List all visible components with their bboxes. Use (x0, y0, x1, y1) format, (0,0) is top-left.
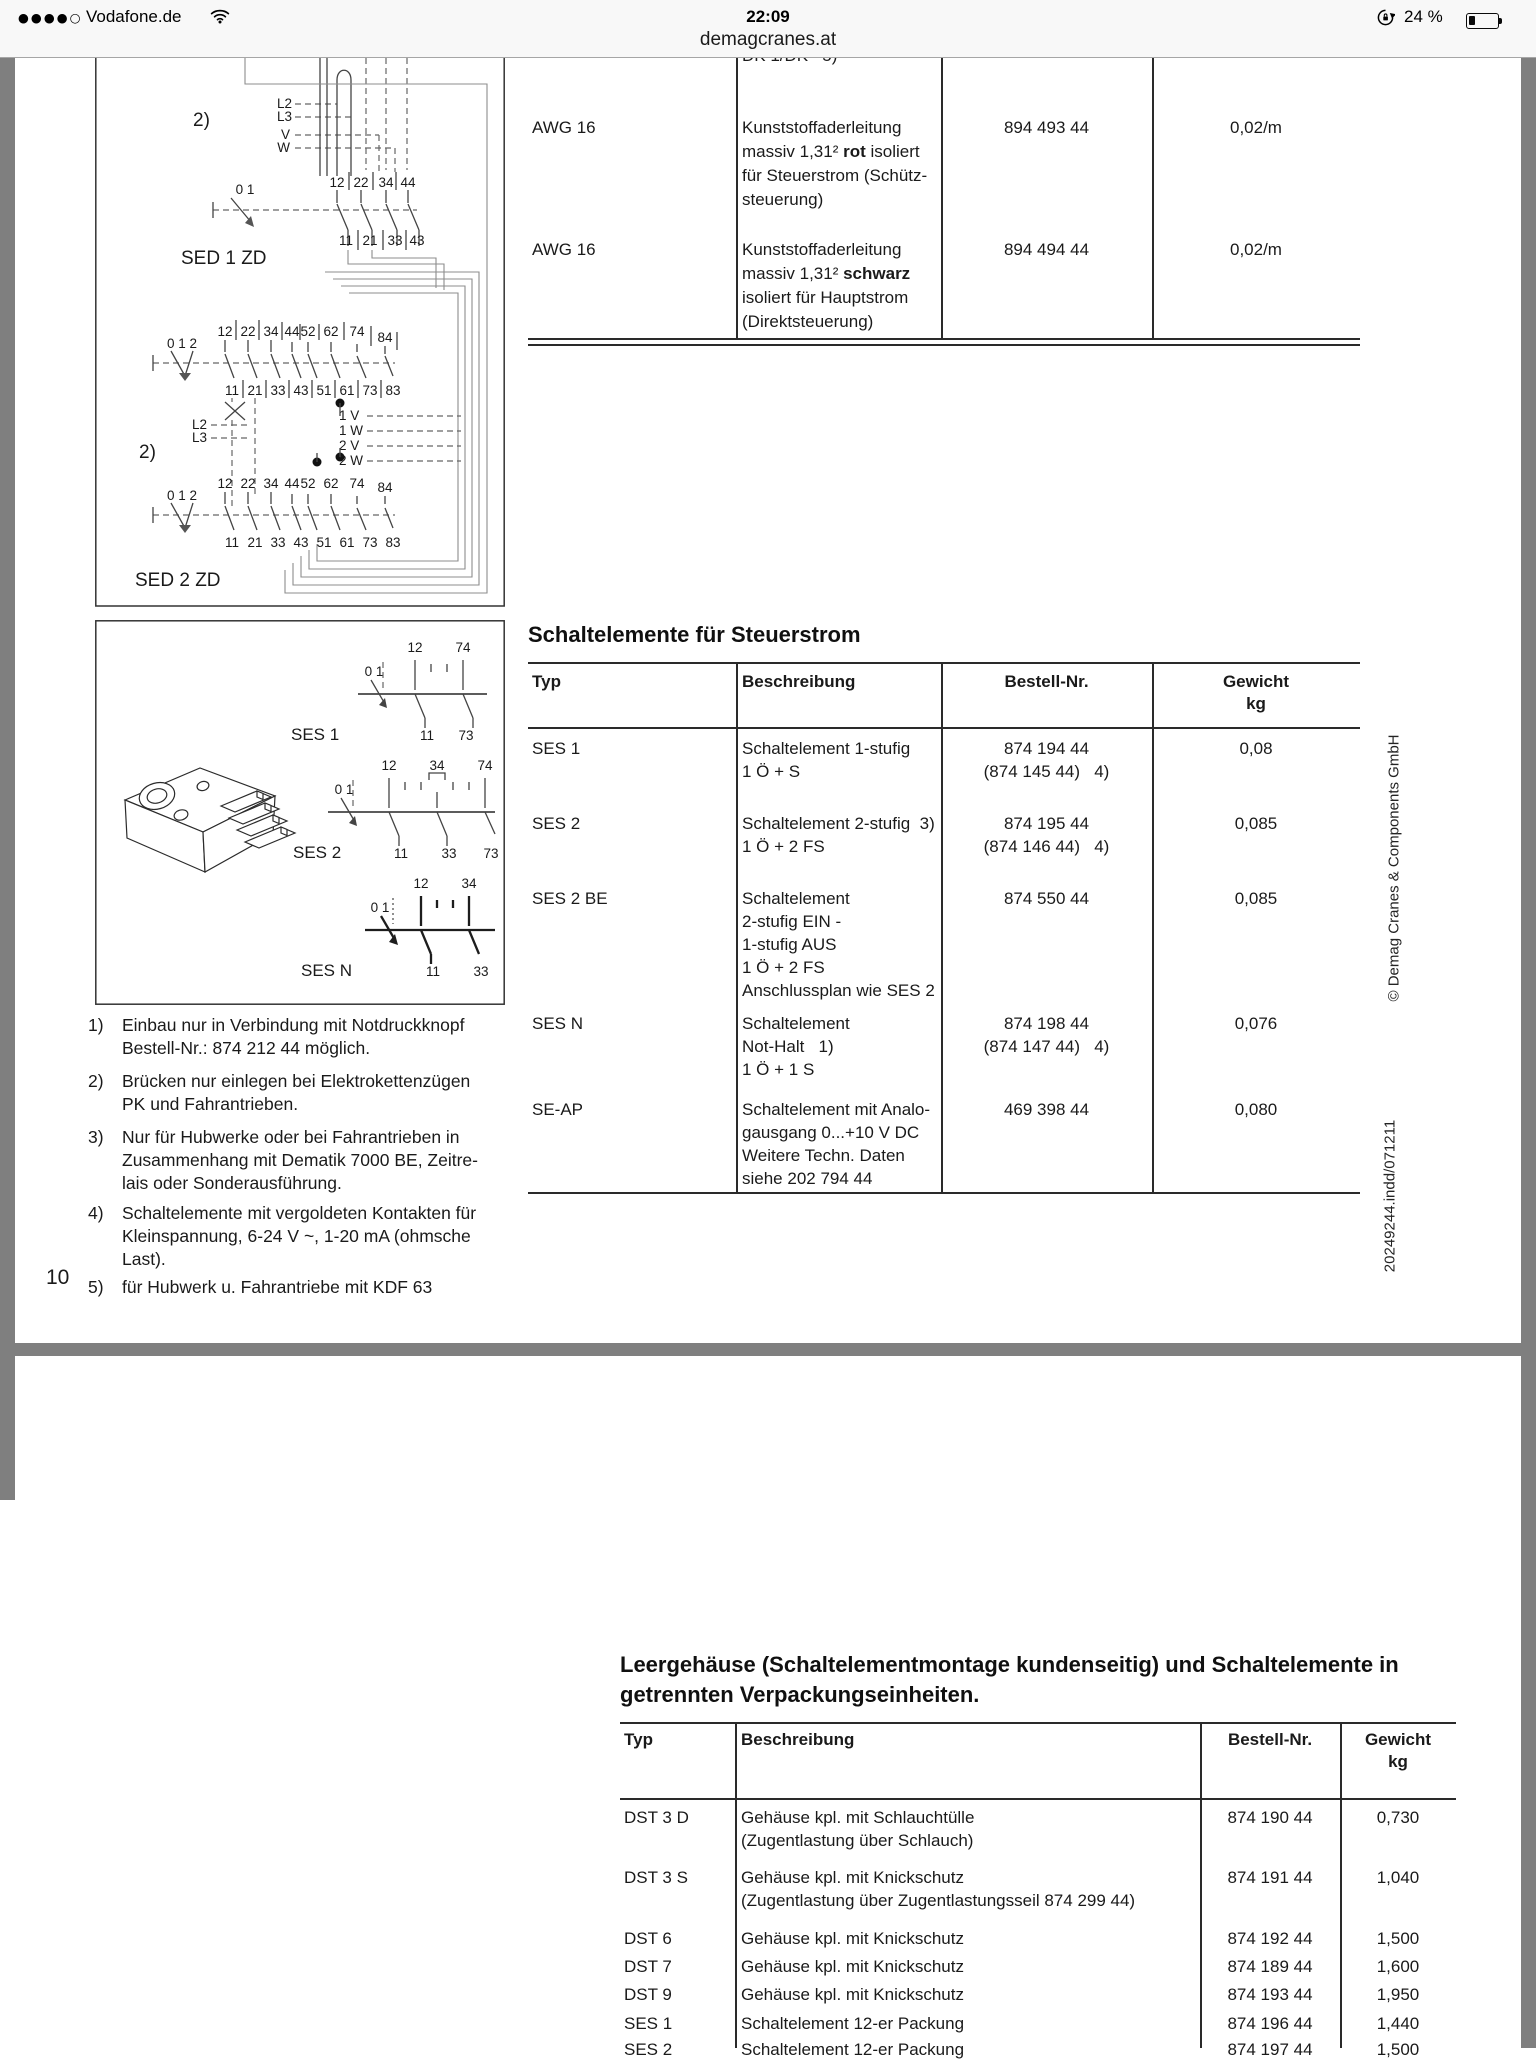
svg-text:51: 51 (316, 383, 332, 398)
svg-text:44: 44 (284, 476, 300, 491)
svg-text:1 W: 1 W (339, 423, 364, 438)
gewicht: 0,730 (1376, 1808, 1420, 1827)
page-number: 10 (46, 1266, 70, 1289)
svg-text:0 1: 0 1 (334, 782, 354, 797)
carrier-label: Vodafone.de (86, 7, 182, 26)
desc-line: 1 Ö + 1 S (742, 1060, 815, 1079)
desc-line: für Steuerstrom (Schütz- (742, 166, 928, 185)
footnote-line: Nur für Hubwerke oder bei Fahrantrieben in (122, 1127, 460, 1147)
svg-text:11: 11 (224, 383, 240, 398)
svg-text:51: 51 (316, 535, 332, 550)
gewicht: 1,500 (1376, 1929, 1420, 1948)
desc-line: massiv 1,31² schwarz (742, 264, 911, 283)
browser-chrome (0, 0, 1536, 58)
gewicht: 0,085 (1234, 889, 1278, 908)
footnote-line: Schaltelemente mit vergoldeten Kontakten für (122, 1203, 477, 1223)
svg-text:44: 44 (284, 324, 300, 339)
row-typ: SES 2 (532, 814, 581, 833)
gewicht: 1,040 (1376, 1868, 1420, 1887)
svg-text:SED 1 ZD: SED 1 ZD (181, 248, 267, 269)
svg-text:52: 52 (300, 476, 316, 491)
svg-text:21: 21 (247, 535, 263, 550)
sesn-diagram (301, 876, 495, 980)
desc-line: Schaltelement (742, 889, 850, 908)
header-rule (528, 727, 1360, 729)
footnote-line: PK und Fahrantrieben. (122, 1094, 299, 1114)
svg-text:83: 83 (385, 383, 401, 398)
bestell-nr: 874 198 44 (1003, 1014, 1090, 1033)
desc-line: (Zugentlastung über Zugentlastungsseil 874 299 44) (741, 1891, 1136, 1910)
table-column-divider (736, 662, 738, 1194)
svg-text:61: 61 (339, 383, 355, 398)
ses1-diagram (291, 640, 487, 744)
footnote-number: 3) (88, 1127, 104, 1147)
ses2-diagram (293, 758, 499, 862)
table-column-divider (735, 1722, 737, 2048)
svg-text:L2: L2 (276, 96, 292, 111)
wifi-icon (210, 8, 230, 24)
svg-text:0 1: 0 1 (235, 182, 255, 197)
desc-line: 1 Ö + 2 FS (742, 958, 825, 977)
footnote-line: Brücken nur einlegen bei Elektrokettenzügen (122, 1071, 471, 1091)
bestell-nr: 874 194 44 (1003, 739, 1090, 758)
page2-title-line2: getrennten Verpackungseinheiten. (620, 1682, 980, 1707)
clock: 22:09 (746, 7, 790, 26)
col-header-gewicht: Gewicht (1222, 672, 1290, 691)
desc-line: 1 Ö + 2 FS (742, 837, 825, 856)
gewicht: 1,500 (1376, 2040, 1420, 2059)
signal-strength-dots: ●●●●○ (18, 10, 83, 25)
row-typ: AWG 16 (532, 240, 596, 259)
svg-text:84: 84 (377, 480, 393, 495)
svg-text:L3: L3 (276, 109, 292, 124)
bestell-nr: 874 191 44 (1227, 1868, 1313, 1887)
svg-text:SES 2: SES 2 (293, 843, 342, 862)
bestell-nr: 874 197 44 (1227, 2040, 1313, 2059)
row-typ: SES 2 (624, 2040, 673, 2059)
svg-text:73: 73 (362, 535, 378, 550)
col-header-typ: Typ (624, 1730, 653, 1749)
svg-text:34: 34 (263, 476, 279, 491)
bestell-nr: 874 193 44 (1227, 1985, 1313, 2004)
desc-line: 1-stufig AUS (742, 935, 837, 954)
svg-text:33: 33 (387, 233, 403, 248)
svg-text:62: 62 (323, 476, 339, 491)
svg-text:SES N: SES N (301, 961, 353, 980)
table-bottom-rule (528, 344, 1360, 346)
desc-line: Schaltelement mit Analo- (742, 1100, 931, 1119)
footnote-number: 5) (88, 1277, 104, 1297)
svg-text:11: 11 (224, 535, 240, 550)
svg-text:73: 73 (458, 728, 474, 743)
gewicht: 1,950 (1376, 1985, 1420, 2004)
table-bottom-rule (528, 1192, 1360, 1194)
doc-id-vertical: 20249244.indd/071211 (1381, 1119, 1399, 1273)
svg-text:11: 11 (425, 964, 441, 979)
row-typ: DST 6 (624, 1929, 672, 1948)
svg-text:34: 34 (461, 876, 477, 891)
preis: 0,02/m (1230, 118, 1282, 137)
desc-line: Schaltelement 1-stufig (742, 739, 911, 758)
svg-text:L3: L3 (191, 430, 207, 445)
battery-icon (1466, 13, 1499, 29)
right-margin-strip (1521, 58, 1536, 2048)
desc-line: siehe 202 794 44 (742, 1169, 873, 1188)
bestell-nr: 874 550 44 (1003, 889, 1090, 908)
gewicht: 0,085 (1234, 814, 1278, 833)
desc-line: Anschlussplan wie SES 2 (742, 981, 935, 1000)
desc-line: massiv 1,31² rot isoliert (742, 142, 920, 161)
sed2-terminal-row-top-2 (217, 476, 393, 504)
table-column-divider (736, 58, 738, 340)
svg-text:33: 33 (270, 535, 286, 550)
table-column-divider (1152, 58, 1154, 340)
footnote-line: Bestell-Nr.: 874 212 44 möglich. (122, 1038, 371, 1058)
svg-text:2): 2) (193, 110, 210, 131)
svg-text:0 1 2: 0 1 2 (166, 488, 198, 503)
svg-text:21: 21 (362, 233, 378, 248)
svg-text:33: 33 (441, 846, 457, 861)
footnote-number: 4) (88, 1203, 104, 1223)
gewicht: 0,08 (1239, 739, 1273, 758)
footnote-number: 2) (88, 1071, 104, 1091)
col-header-bestell: Bestell-Nr. (1004, 672, 1089, 691)
copyright-vertical: © Demag Cranes & Components GmbH (1385, 734, 1403, 1002)
svg-text:73: 73 (362, 383, 378, 398)
sed1-terminal-row-bottom (339, 230, 425, 250)
desc-line: Gehäuse kpl. mit Schlauchtülle (741, 1808, 975, 1827)
sed2-terminal-row-top-1 (217, 320, 397, 354)
svg-text:44: 44 (400, 175, 416, 190)
svg-text:73: 73 (483, 846, 499, 861)
table-top-rule (528, 662, 1360, 664)
svg-text:V: V (280, 127, 290, 142)
svg-text:34: 34 (263, 324, 279, 339)
sed-wiring-diagram (95, 58, 505, 607)
desc-line: Kunststoffaderleitung (742, 240, 902, 259)
row-typ: DST 7 (624, 1957, 672, 1976)
desc-line: Schaltelement 12-er Packung (741, 2040, 965, 2059)
svg-text:22: 22 (353, 175, 369, 190)
bestell-nr: 894 493 44 (1003, 118, 1090, 137)
row-typ: SES 1 (624, 2014, 673, 2033)
svg-text:83: 83 (385, 535, 401, 550)
page2-title-line1: Leergehäuse (Schaltelementmontage kundenseitig) und Schaltelemente in (620, 1652, 1399, 1677)
battery-percent: 24 % (1404, 7, 1443, 26)
svg-text:22: 22 (240, 476, 256, 491)
svg-text:12: 12 (217, 476, 233, 491)
row-typ: DST 3 S (624, 1868, 688, 1887)
bestell-nr: (874 145 44) 4) (983, 762, 1110, 781)
product-illustration (125, 768, 295, 872)
svg-text:11: 11 (338, 233, 354, 248)
svg-text:22: 22 (240, 324, 256, 339)
svg-text:0 1 2: 0 1 2 (166, 336, 198, 351)
svg-text:12: 12 (381, 758, 397, 773)
bestell-nr: 469 398 44 (1003, 1100, 1090, 1119)
svg-text:W: W (277, 140, 290, 155)
col-header-gewicht: Gewicht (1364, 1730, 1432, 1749)
svg-text:74: 74 (349, 476, 365, 491)
desc-line: Kunststoffaderleitung (742, 118, 902, 137)
svg-text:43: 43 (293, 383, 309, 398)
col-header-gewicht-unit: kg (1246, 694, 1266, 713)
footnote-number: 1) (88, 1015, 104, 1035)
desc-line: steuerung) (742, 190, 824, 209)
gewicht: 1,440 (1376, 2014, 1420, 2033)
gewicht: 0,080 (1234, 1100, 1278, 1119)
desc-line: Not-Halt 1) (742, 1037, 834, 1056)
row-typ: SES 2 BE (532, 889, 608, 908)
page-separator (15, 1343, 1536, 1356)
svg-text:74: 74 (455, 640, 471, 655)
svg-text:1 V: 1 V (339, 408, 360, 423)
section-title: Schaltelemente für Steuerstrom (528, 622, 861, 647)
table-top-rule (620, 1722, 1456, 1724)
row-typ: DST 3 D (624, 1808, 689, 1827)
battery-nub (1499, 18, 1502, 24)
desc-line: Weitere Techn. Daten (742, 1146, 905, 1165)
gewicht: 1,600 (1376, 1957, 1420, 1976)
svg-text:2 V: 2 V (339, 438, 360, 453)
svg-text:21: 21 (247, 383, 263, 398)
desc-line: Schaltelement 2-stufig 3) (742, 814, 935, 833)
bestell-nr: 874 190 44 (1227, 1808, 1313, 1827)
row-typ: SE-AP (532, 1100, 584, 1119)
row-typ: SES 1 (532, 739, 581, 758)
bestell-nr: 874 195 44 (1003, 814, 1090, 833)
page-title[interactable]: demagcranes.at (699, 29, 837, 50)
pdf-page-1 (15, 58, 1521, 1343)
sed1-diagram (181, 58, 425, 269)
desc-line: isoliert für Hauptstrom (742, 288, 909, 307)
svg-text:43: 43 (409, 233, 425, 248)
svg-text:L2: L2 (191, 417, 207, 432)
desc-line: 1 Ö + S (742, 762, 801, 781)
svg-text:12: 12 (217, 324, 233, 339)
desc-line: Gehäuse kpl. mit Knickschutz (741, 1985, 964, 2004)
footnote-line: Kleinspannung, 6-24 V ~, 1-20 mA (ohmsche (122, 1226, 471, 1246)
row-typ: DST 9 (624, 1985, 672, 2004)
svg-text:11: 11 (419, 728, 435, 743)
row-typ: AWG 16 (532, 118, 596, 137)
col-header-beschreibung: Beschreibung (741, 1730, 855, 1749)
table-column-divider (941, 58, 943, 340)
svg-text:74: 74 (349, 324, 365, 339)
desc-line: (Direktsteuerung) (742, 312, 874, 331)
desc-line: gausgang 0...+10 V DC (742, 1123, 920, 1142)
svg-text:12: 12 (413, 876, 429, 891)
svg-text:SED 2 ZD: SED 2 ZD (135, 570, 221, 591)
svg-text:84: 84 (377, 330, 393, 345)
gewicht: 0,076 (1234, 1014, 1278, 1033)
bestell-nr: 874 189 44 (1227, 1957, 1313, 1976)
svg-text:34: 34 (429, 758, 445, 773)
footnote-line: Zusammenhang mit Dematik 7000 BE, Zeitre- (122, 1150, 478, 1170)
svg-text:34: 34 (378, 175, 394, 190)
svg-text:11: 11 (393, 846, 409, 861)
svg-text:2): 2) (139, 442, 156, 463)
orientation-lock-icon (1376, 8, 1395, 27)
ses-contact-diagram (95, 620, 505, 1005)
col-header-gewicht-unit: kg (1388, 1752, 1408, 1771)
footnote-line: Last). (122, 1249, 166, 1269)
preis: 0,02/m (1230, 240, 1282, 259)
sed2-terminal-row-bottom-1 (225, 380, 401, 398)
bestell-nr: (874 146 44) 4) (983, 837, 1110, 856)
left-margin-strip (0, 58, 15, 1500)
bestell-nr: (874 147 44) 4) (983, 1037, 1110, 1056)
desc-line: 2-stufig EIN - (742, 912, 842, 931)
svg-text:43: 43 (293, 535, 309, 550)
svg-text:33: 33 (270, 383, 286, 398)
footnote-line: für Hubwerk u. Fahrantriebe mit KDF 63 (122, 1277, 433, 1297)
footnote-line: lais oder Sonderausführung. (122, 1173, 342, 1193)
svg-text:0 1: 0 1 (364, 664, 384, 679)
footnote-line: Einbau nur in Verbindung mit Notdruckknopf (122, 1015, 465, 1035)
svg-text:74: 74 (477, 758, 493, 773)
svg-text:62: 62 (323, 324, 339, 339)
col-header-bestell: Bestell-Nr. (1227, 1730, 1313, 1749)
svg-text:33: 33 (473, 964, 489, 979)
motor-tap-labels (339, 408, 461, 468)
svg-text:12: 12 (407, 640, 423, 655)
sed1-terminal-row-top (329, 172, 416, 203)
sed2-diagram (135, 320, 461, 591)
svg-text:12: 12 (329, 175, 345, 190)
desc-line: Gehäuse kpl. mit Knickschutz (741, 1929, 964, 1948)
svg-text:0 1: 0 1 (370, 900, 390, 915)
pdf-page-2 (15, 1356, 1521, 2059)
desc-line: Schaltelement (742, 1014, 850, 1033)
col-header-beschreibung: Beschreibung (742, 672, 856, 691)
row-typ: SES N (532, 1014, 584, 1033)
svg-text:2 W: 2 W (339, 453, 364, 468)
table-bottom-rule (528, 338, 1360, 340)
bestell-nr: 874 196 44 (1227, 2014, 1313, 2033)
desc-line: Gehäuse kpl. mit Knickschutz (741, 1957, 964, 1976)
col-header-typ: Typ (532, 672, 561, 691)
desc-line: Gehäuse kpl. mit Knickschutz (741, 1868, 964, 1887)
header-rule (620, 1798, 1456, 1800)
bestell-nr: 874 192 44 (1227, 1929, 1313, 1948)
svg-text:SES 1: SES 1 (291, 725, 340, 744)
svg-text:52: 52 (300, 324, 316, 339)
sed2-terminal-row-bottom-2 (225, 535, 401, 550)
svg-text:61: 61 (339, 535, 355, 550)
bestell-nr: 894 494 44 (1003, 240, 1090, 259)
desc-line: Schaltelement 12-er Packung (741, 2014, 965, 2033)
desc-line: (Zugentlastung über Schlauch) (741, 1831, 974, 1850)
